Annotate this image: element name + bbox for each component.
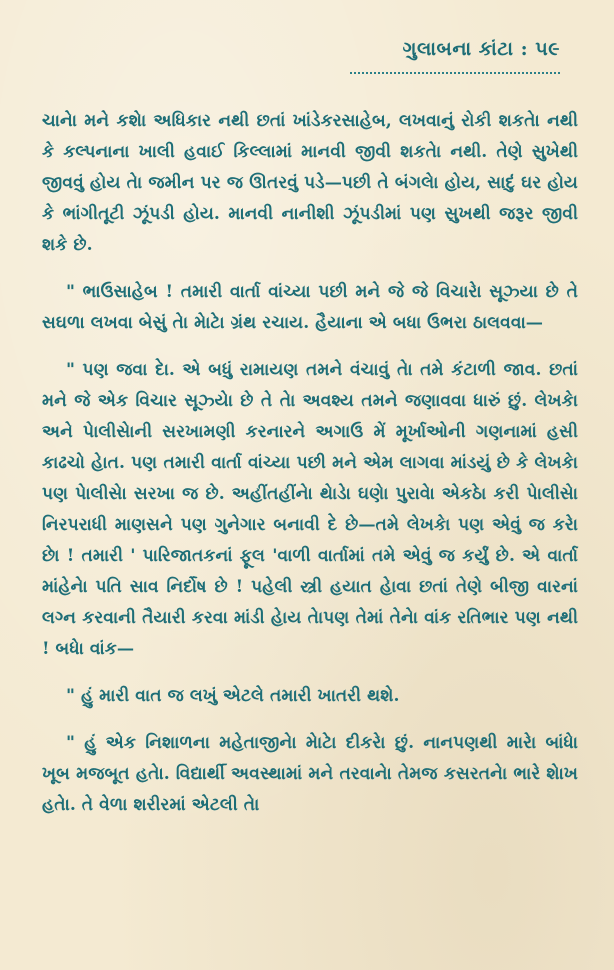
- paragraph: " પણ જવા દેા. એ બધું રામાયણ તમને વંચાવું તેા તમે કંટાળી જાવ. છતાં મને જે એક વિચાર સૂઝ્યેા છે તે તેા અવશ્ય તમને જણાવવા ધારું છું. લેખકેા અને પેાલીસેાની સરખામણી કરનારને અગાઉ મેં મૂર્ખાઓની ગણનામાં હસી કાઢચો હેાત. પણ તમારી વાર્તા વાંચ્યા પછી મને એમ લાગવા માંડયું છે કે લેખકેા પણ પેાલીસેા સરખા જ છે. અહીંતહીંનેા થેાડેા ઘણેા પુરાવેા એકઠેા કરી પેાલીસેા નિરપરાધી માણસને પણ ગુનેગાર બનાવી દે છે—તમે લેખકેા પણ એવું જ કરેા છેા ! તમારી ' પારિજાતકનાં ફૂલ 'વાળી વાર્તામાં તમે એવું જ કર્યું છે. એ વાર્તા માંહેનેા પતિ સાવ નિર્દોષ છે ! પહેલી સ્ત્રી હયાત હેાવા છતાં તેણે બીજી વારનાં લગ્ન કરવાની તૈયારી કરવા માંડી હેાય તેાપણ તેમાં તેનેા વાંક રતિભાર પણ નથી ! બધેા વાંક—: [42, 360, 578, 659]
- page-header: [42, 28, 578, 86]
- running-header: ગુલાબના કાંટા : ૫૯: [402, 38, 560, 60]
- body-text: [42, 106, 578, 821]
- header-rule: [350, 68, 560, 74]
- paragraph: ચાનેા મને કશેા અધિકાર નથી છતાં ખાંડેકરસાહેબ, લખવાનું રોકી શકતેા નથી કે કલ્પનાના ખાલી હવાઈ કિલ્લામાં માનવી જીવી શકતેા નથી. તેણે સુખેથી જીવવું હોય તેા જમીન પર જ ઊતરવું પડે—પછી તે બંગલેા હોય, સાદું ઘર હોય કે ભાંગીતૂટી ઝૂંપડી હોય. માનવી નાનીશી ઝૂંપડીમાં પણ સુખથી જરૂર જીવી શકે છે.: [42, 111, 578, 255]
- paragraph: " હું એક નિશાળના મહેતાજીનેા મેાટેા દીકરેા છું. નાનપણથી મારેા બાંધેા ખૂબ મજબૂત હતેા. વિદ્યાર્થી અવસ્થામાં મને તરવાનેા તેમજ કસરતનેા ભારે શેાખ હતેા. તે વેળા શરીરમાં એટલી તેા: [42, 733, 578, 815]
- paragraph: " ભાઉસાહેબ ! તમારી વાર્તા વાંચ્યા પછી મને જે જે વિચારેા સૂઝ્યા છે તે સઘળા લખવા બેસું તેા મેાટેા ગ્રંથ રચાય. હૈયાના એ બધા ઉભરા ઠાલવવા—: [42, 282, 578, 333]
- paragraph: " હું મારી વાત જ લખું એટલે તમારી ખાતરી થશે.: [66, 686, 400, 706]
